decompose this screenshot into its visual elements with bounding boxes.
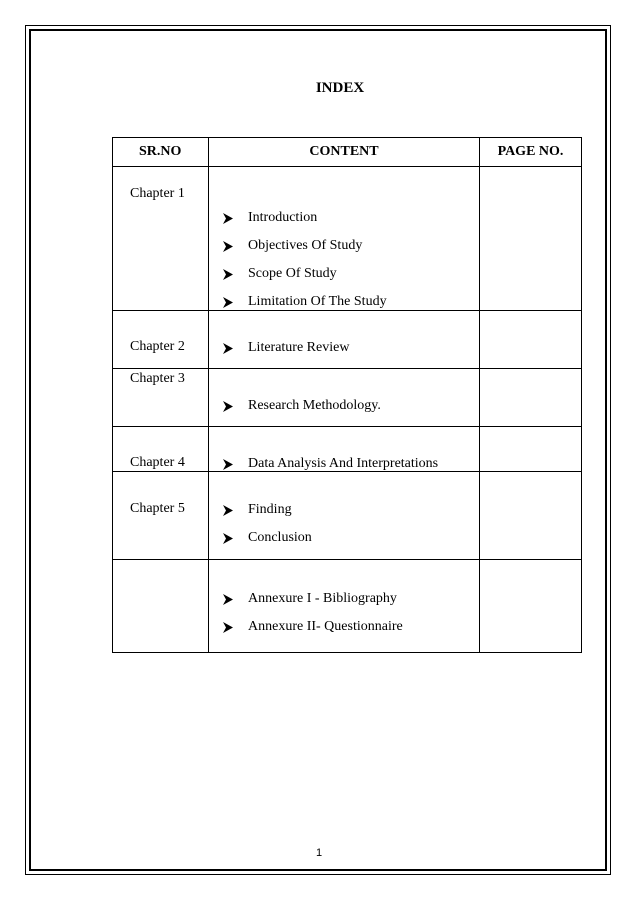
page-number: 1 <box>315 847 323 859</box>
list-item <box>223 618 403 646</box>
arrowhead-bullet-icon <box>223 401 233 412</box>
chapter-label: Chapter 4 <box>130 455 185 470</box>
chapter-label: Chapter 2 <box>130 339 185 354</box>
list-item-text: Objectives Of Study <box>248 238 363 253</box>
arrowhead-bullet-icon <box>223 505 233 516</box>
content-list <box>223 339 349 367</box>
page-no-cell <box>480 472 582 560</box>
page-no-cell <box>480 560 582 653</box>
list-item-text: Literature Review <box>248 340 350 355</box>
content-list <box>223 397 381 425</box>
chapter-label: Chapter 5 <box>130 501 185 516</box>
page-no-cell <box>480 311 582 369</box>
content-cell <box>209 167 480 311</box>
header-page-no: PAGE NO. <box>480 138 582 167</box>
list-item-text: Annexure II- Questionnaire <box>248 619 403 634</box>
table-header-row <box>113 138 582 167</box>
page-no-cell <box>480 369 582 427</box>
header-content: CONTENT <box>209 138 480 167</box>
list-item-text: Data Analysis And Interpretations <box>248 456 439 471</box>
content-cell <box>209 472 480 560</box>
arrowhead-bullet-icon <box>223 594 233 605</box>
chapter-cell <box>113 311 209 369</box>
list-item <box>223 590 403 618</box>
table-row <box>113 167 582 311</box>
list-item-text: Finding <box>248 502 292 517</box>
list-item <box>223 339 349 367</box>
chapter-cell <box>113 427 209 472</box>
content-cell <box>209 427 480 472</box>
list-item-text: Conclusion <box>248 530 312 545</box>
list-item-text: Annexure I - Bibliography <box>248 591 397 606</box>
content-cell <box>209 560 480 653</box>
list-item-text: Introduction <box>248 210 318 225</box>
chapter-cell <box>113 167 209 311</box>
arrowhead-bullet-icon <box>223 622 233 633</box>
table-row <box>113 472 582 560</box>
content-cell <box>209 369 480 427</box>
content-list <box>223 209 387 321</box>
index-table <box>112 137 582 653</box>
content-list <box>223 501 312 557</box>
table-row <box>113 311 582 369</box>
list-item <box>223 501 312 529</box>
chapter-cell <box>113 560 209 653</box>
page-no-cell <box>480 167 582 311</box>
content-list <box>223 590 403 646</box>
chapter-cell <box>113 472 209 560</box>
list-item-text: Limitation Of The Study <box>248 294 387 309</box>
arrowhead-bullet-icon <box>223 343 233 354</box>
table-row <box>113 369 582 427</box>
list-item <box>223 529 312 557</box>
arrowhead-bullet-icon <box>223 241 233 252</box>
list-item <box>223 209 387 237</box>
header-sr-no: SR.NO <box>113 138 209 167</box>
arrowhead-bullet-icon <box>223 459 233 470</box>
list-item-text: Scope Of Study <box>248 266 337 281</box>
table-row <box>113 427 582 472</box>
list-item <box>223 237 387 265</box>
chapter-label: Chapter 3 <box>130 371 185 386</box>
list-item-text: Research Methodology. <box>248 398 381 413</box>
list-item <box>223 265 387 293</box>
list-item <box>223 397 381 425</box>
page-no-cell <box>480 427 582 472</box>
arrowhead-bullet-icon <box>223 533 233 544</box>
index-title: INDEX <box>315 80 365 96</box>
content-cell <box>209 311 480 369</box>
arrowhead-bullet-icon <box>223 297 233 308</box>
table-row <box>113 560 582 653</box>
chapter-cell <box>113 369 209 427</box>
chapter-label: Chapter 1 <box>130 186 185 201</box>
arrowhead-bullet-icon <box>223 213 233 224</box>
arrowhead-bullet-icon <box>223 269 233 280</box>
